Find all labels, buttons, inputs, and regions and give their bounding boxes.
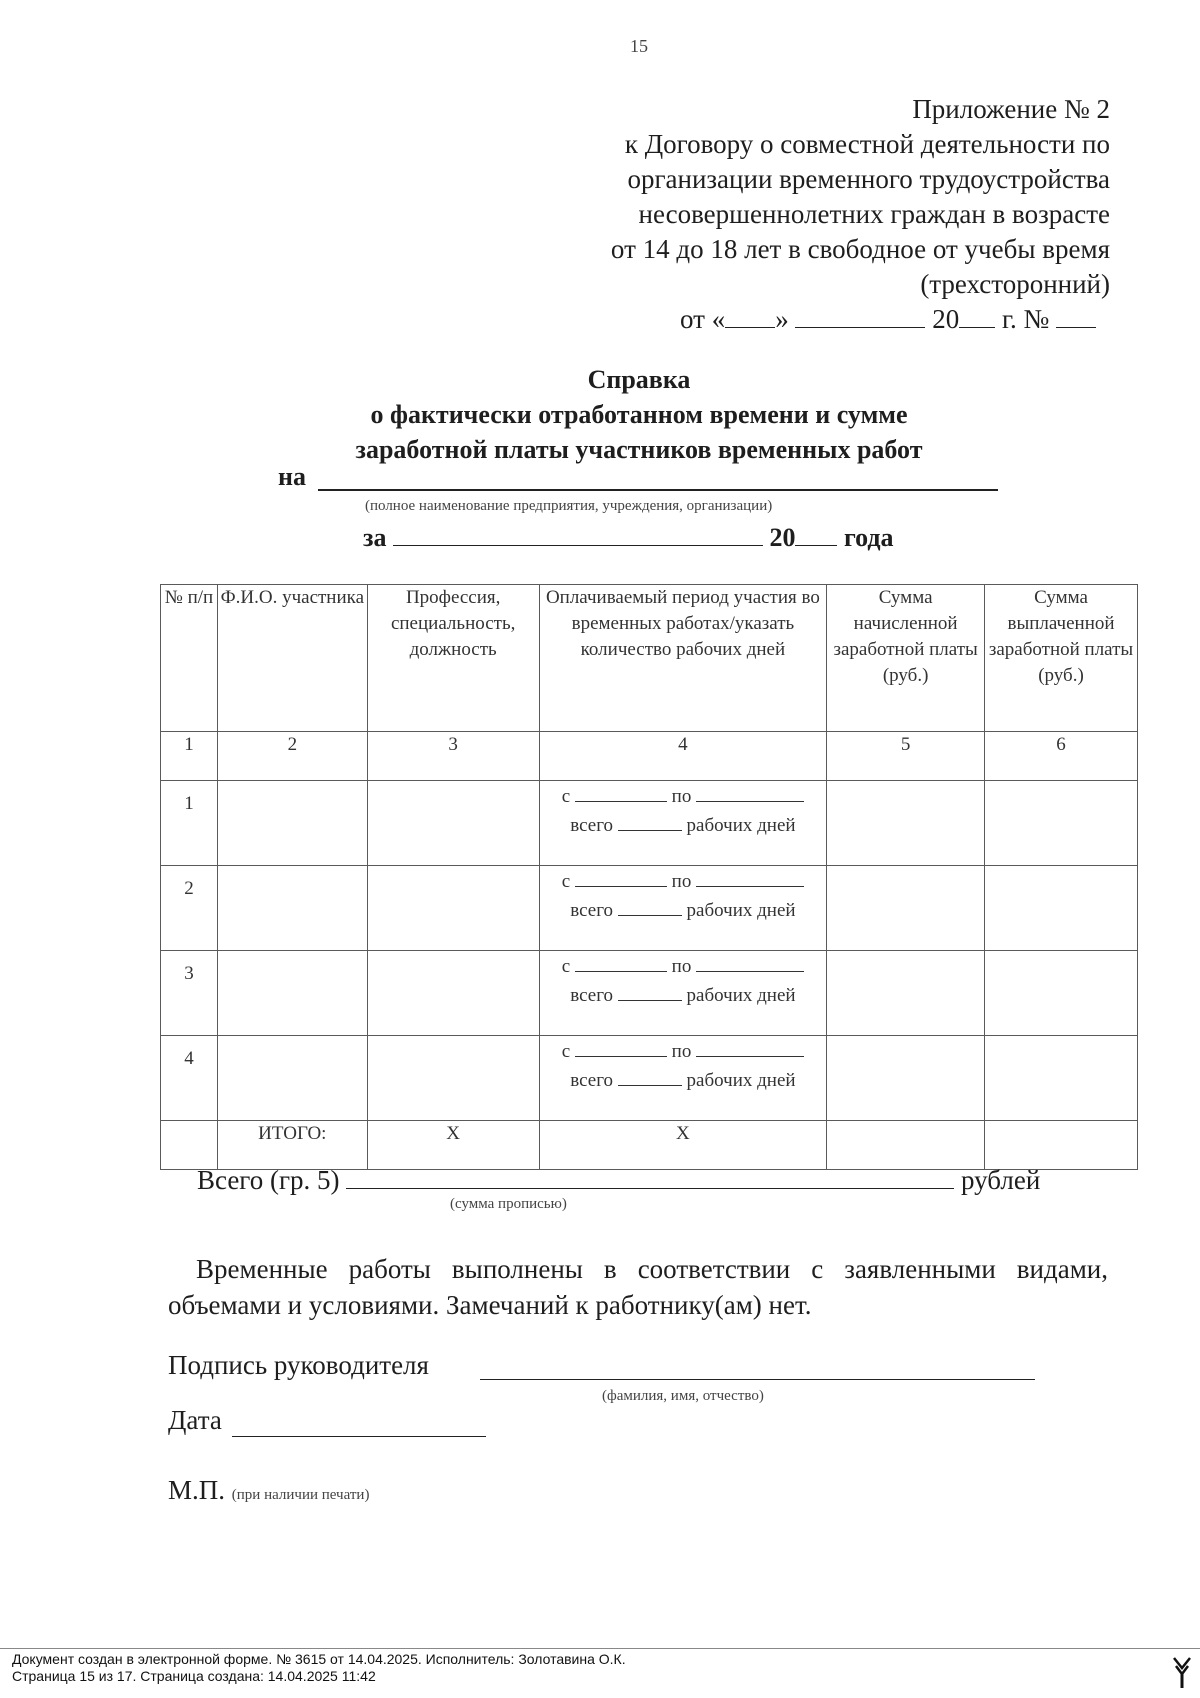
row-number: 2 [161,866,218,951]
days-blank [618,810,682,831]
days-blank [618,895,682,916]
to-blank [696,951,804,972]
period-days: рабочих дней [686,815,796,836]
header-cell: Сумма начисленной заработной платы (руб.) [827,585,985,732]
itogo-x: Х [367,1121,539,1170]
itogo-accrued-cell[interactable] [827,1121,985,1170]
profession-cell[interactable] [367,1036,539,1121]
fio-cell[interactable] [217,951,367,1036]
za-suffix: года [843,523,894,552]
paid-cell[interactable] [985,781,1138,866]
accrued-cell[interactable] [827,781,985,866]
header-row [161,585,1138,732]
za-year-prefix: 20 [769,523,796,552]
month-blank [795,303,925,328]
period-days: рабочих дней [686,900,796,921]
page-number: 15 [630,36,648,56]
total-label: Всего (гр. 5) [197,1165,340,1195]
header-cell: № п/п [161,585,218,732]
total-line [197,1164,1040,1196]
period-days: рабочих дней [686,985,796,1006]
itogo-label: ИТОГО: [217,1121,367,1170]
signature-blank[interactable] [480,1379,1035,1380]
paid-cell[interactable] [985,866,1138,951]
appendix-line: к Договору о совместной деятельности по [624,129,1110,159]
total-unit: рублей [961,1165,1041,1195]
organization-blank [318,489,998,491]
fio-cell[interactable] [217,781,367,866]
appendix-line: (трехсторонний) [920,269,1110,299]
accrued-cell[interactable] [827,1036,985,1121]
na-label: на [278,462,306,491]
signature-hint: (фамилия, имя, отчество) [602,1388,764,1404]
number-blank [1056,303,1096,328]
appendix-header [611,92,1110,337]
table-row [161,781,1138,866]
accrued-cell[interactable] [827,866,985,951]
header-cell: Оплачиваемый период участия во временных работах/указать количество рабочих дней [539,585,827,732]
participants-table [160,584,1138,1170]
appendix-line: от 14 до 18 лет в свободное от учебы время [610,234,1110,264]
column-number-row [161,732,1138,781]
days-blank [618,1065,682,1086]
footer-line: Страница 15 из 17. Страница создана: 14.04.2025 11:42 [12,1668,376,1684]
stamp-line [168,1475,369,1506]
za-label: за [363,523,387,552]
period-from: с [561,1041,571,1062]
table-row [161,1036,1138,1121]
from-blank [575,866,667,887]
row-number: 4 [161,1036,218,1121]
fio-cell[interactable] [217,1036,367,1121]
footer-divider [0,1648,1200,1649]
period-to: по [671,956,692,977]
accrued-cell[interactable] [827,951,985,1036]
from-blank [575,951,667,972]
table-row [161,951,1138,1036]
period-total: всего [570,985,614,1006]
period-cell[interactable] [539,866,827,951]
period-from: с [561,786,571,807]
profession-cell[interactable] [367,781,539,866]
fio-cell[interactable] [217,866,367,951]
title-line: заработной платы участников временных работ [355,435,923,464]
stamp-hint: (при наличии печати) [231,1487,370,1503]
period-from: с [561,871,571,892]
period-from: с [561,956,571,977]
total-row [161,1121,1138,1170]
to-blank [696,1036,804,1057]
document-footer [12,1651,626,1685]
day-blank [725,303,775,328]
date-blank[interactable] [232,1436,486,1437]
appendix-line: организации временного трудоустройства [627,164,1110,194]
column-number: 6 [985,732,1138,781]
title-line: Справка [587,365,691,394]
year-blank [959,303,995,328]
period-total: всего [570,900,614,921]
organization-hint: (полное наименование предприятия, учреждения, организации) [365,498,773,514]
column-number: 5 [827,732,985,781]
number-prefix: г. № [1001,304,1050,334]
period-days: рабочих дней [686,1070,796,1091]
year-prefix: 20 [932,304,960,334]
appendix-line: несовершеннолетних граждан в возрасте [638,199,1110,229]
period-to: по [671,871,692,892]
period-total: всего [570,815,614,836]
table-row [161,866,1138,951]
paid-cell[interactable] [985,1036,1138,1121]
profession-cell[interactable] [367,866,539,951]
footer-line: Документ создан в электронной форме. № 3615 от 14.04.2025. Исполнитель: Золотавина О.К. [12,1651,626,1667]
period-to: по [671,786,692,807]
column-number: 2 [217,732,367,781]
period-cell[interactable] [539,1036,827,1121]
contract-date-line [611,302,1096,337]
row-number: 3 [161,951,218,1036]
from-blank [575,1036,667,1057]
total-blank[interactable] [346,1164,954,1189]
period-total: всего [570,1070,614,1091]
to-blank [696,866,804,887]
header-cell: Ф.И.О. участника [217,585,367,732]
appendix-line: Приложение № 2 [912,94,1110,124]
header-cell: Профессия, специальность, должность [367,585,539,732]
days-blank [618,980,682,1001]
total-hint: (сумма прописью) [450,1196,567,1212]
from-blank [575,781,667,802]
statement-text: Временные работы выполнены в соответствии с заявленными видами, объемами и условиями. Замечаний к работнику(ам) нет. [168,1254,1108,1320]
to-blank [696,781,804,802]
za-year-blank [795,521,837,546]
period-blank [393,521,763,546]
header-cell: Сумма выплаченной заработной платы (руб.) [985,585,1138,732]
period-cell[interactable] [539,951,827,1036]
emblem-icon [1172,1654,1192,1695]
total-num-cell [161,1121,218,1170]
date-label: Дата [168,1405,222,1435]
title-line: о фактически отработанном времени и сумме [370,400,908,429]
itogo-x: Х [539,1121,827,1170]
row-number: 1 [161,781,218,866]
signature-label: Подпись руководителя [168,1350,429,1380]
column-number: 1 [161,732,218,781]
profession-cell[interactable] [367,951,539,1036]
period-line [363,521,894,553]
date-prefix: от « [680,304,726,334]
itogo-paid-cell[interactable] [985,1121,1138,1170]
document-title [0,362,1200,467]
stamp-label: М.П. [168,1475,226,1505]
period-cell[interactable] [539,781,827,866]
paid-cell[interactable] [985,951,1138,1036]
column-number: 3 [367,732,539,781]
date-mid: » [775,304,789,334]
column-number: 4 [539,732,827,781]
period-to: по [671,1041,692,1062]
